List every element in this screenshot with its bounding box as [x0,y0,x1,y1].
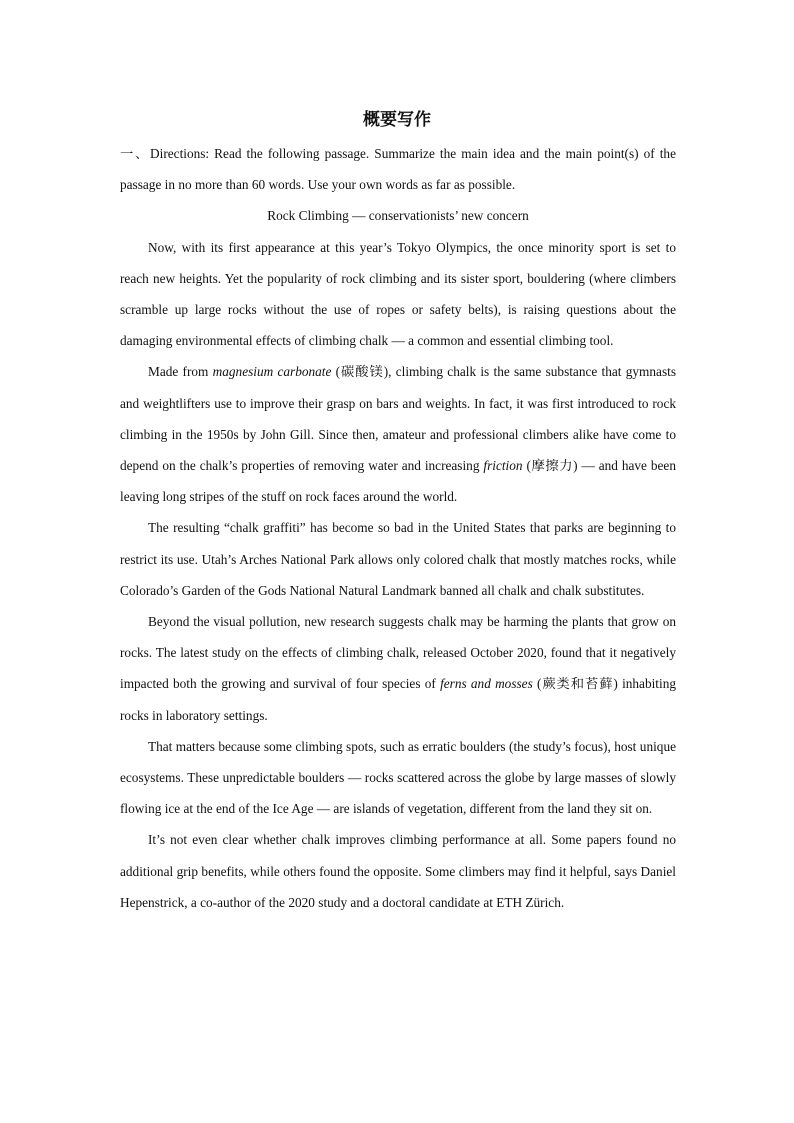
passage-title: Rock Climbing — conservationists’ new concern [267,208,529,224]
paragraph-2-text-b: (碳酸镁), climbing chalk is the same substance that gymnasts and weightlifters use to improve their grasp on bars and weights. In fact, it was first introduced to rock climbing in the 1950s by John Gill. Since then, amateur and professional climbers alike have come to depend on the chalk’s properties of removing water and increasing [120,364,676,474]
term-ferns-and-mosses: ferns and mosses [440,676,533,692]
paragraph-2-text-c: (摩擦力) — and have been leaving long stripes of the stuff on rock faces around the world. [120,458,676,505]
paragraph-4 [120,606,676,731]
directions-text: Read the following passage. Summarize the main idea and the main point(s) of the passage in no more than 60 words. Use your own words as far as possible. [120,146,676,193]
directions [120,138,676,200]
paragraph-2-text-a: Made from [148,364,213,380]
term-magnesium-carbonate: magnesium carbonate [212,364,332,380]
paragraph-4-text-b: (蕨类和苔藓) inhabiting rocks in laboratory settings. [120,676,676,723]
paragraph-6: It’s not even clear whether chalk improves climbing performance at all. Some papers found no additional grip benefits, while others found the opposite. Some climbers may find it helpful, says Daniel Hepenstrick, a co-author of the 2020 study and a doctoral candidate at ETH Zürich. [120,832,676,910]
term-friction: friction [483,458,523,474]
directions-label: 一、Directions: [120,146,210,161]
paragraph-1: Now, with its first appearance at this year’s Tokyo Olympics, the once minority sport is set to reach new heights. Yet the popularity of rock climbing and its sister sport, bouldering (where climbers scramble up large rocks without the use of ropes or safety belts), is raising questions about the damaging environmental effects of climbing chalk — a common and essential climbing tool. [120,239,676,349]
paragraph-5: That matters because some climbing spots, such as erratic boulders (the study’s focus), host unique ecosystems. These unpredictable boulders — rocks scattered across the globe by large masses of slowly flowing ice at the end of the Ice Age — are islands of vegetation, different from the land they sit on. [120,738,676,817]
paragraph-2 [120,356,676,512]
paragraph-3: The resulting “chalk graffiti” has become so bad in the United States that parks are beginning to restrict its use. Utah’s Arches National Park allows only colored chalk that mostly matches rocks, while Colorado’s Garden of the Gods National Natural Landmark banned all chalk and chalk substitutes. [120,520,676,598]
paragraph-4-text-a: Beyond the visual pollution, new research suggests chalk may be harming the plants that grow on rocks. The latest study on the effects of climbing chalk, released October 2020, found that it negatively impacted both the growing and survival of four species of [120,614,676,692]
document-body [120,138,676,918]
page-title: 概要写作 [363,110,431,130]
